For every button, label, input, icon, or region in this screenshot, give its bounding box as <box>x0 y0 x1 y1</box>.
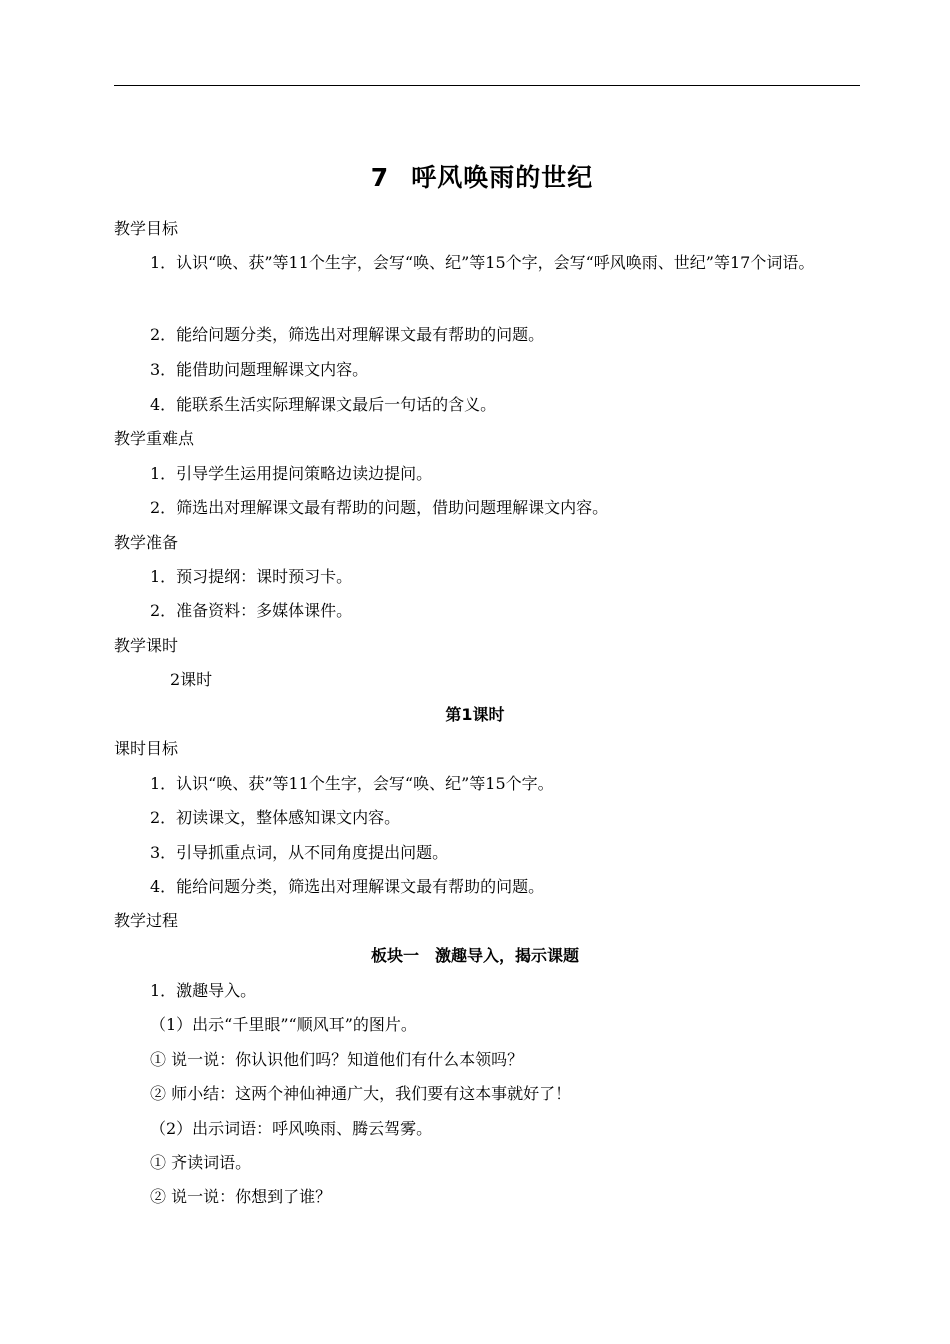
goal-item-1: 1．认识“唤、获”等11个生字，会写“唤、纪”等15个字，会写“呼风唤雨、世纪”等17个词语。 <box>150 253 815 272</box>
prep-heading: 教学准备 <box>114 533 179 552</box>
process-heading: 教学过程 <box>114 911 179 930</box>
process-item-1: 1．激趣导入。 <box>150 981 257 1000</box>
process-item-4: ② 师小结：这两个神仙神通广大，我们要有这本事就好了！ <box>150 1084 572 1103</box>
section1-heading: 板块一 激趣导入，揭示课题 <box>370 946 579 965</box>
lesson-goals-heading: 课时目标 <box>114 739 179 758</box>
lesson-goal-item-4: 4．能给问题分类，筛选出对理解课文最有帮助的问题。 <box>150 877 545 896</box>
lesson-goal-item-1: 1．认识“唤、获”等11个生字，会写“唤、纪”等15个字。 <box>150 774 554 793</box>
prep-item-2: 2．准备资料：多媒体课件。 <box>150 601 353 620</box>
header-rule <box>114 85 860 86</box>
hours-value: 2课时 <box>170 670 213 689</box>
keypoint-item-1: 1．引导学生运用提问策略边读边提问。 <box>150 464 433 483</box>
process-item-5: （2）出示词语：呼风唤雨、腾云驾雾。 <box>150 1119 433 1138</box>
process-item-2: （1）出示“千里眼”“顺风耳”的图片。 <box>150 1015 417 1034</box>
lesson-goal-item-3: 3．引导抓重点词，从不同角度提出问题。 <box>150 843 449 862</box>
lesson-heading: 第1课时 <box>445 705 505 724</box>
keypoints-heading: 教学重难点 <box>114 429 195 448</box>
goal-item-2: 2．能给问题分类，筛选出对理解课文最有帮助的问题。 <box>150 325 545 344</box>
lesson-goal-item-2: 2．初读课文，整体感知课文内容。 <box>150 808 401 827</box>
process-item-3: ① 说一说：你认识他们吗？知道他们有什么本领吗？ <box>150 1050 524 1069</box>
process-item-7: ② 说一说：你想到了谁？ <box>150 1187 332 1206</box>
keypoint-item-2: 2．筛选出对理解课文最有帮助的问题，借助问题理解课文内容。 <box>150 498 609 517</box>
goals-heading: 教学目标 <box>114 219 179 238</box>
hours-heading: 教学课时 <box>114 636 179 655</box>
prep-item-1: 1．预习提纲：课时预习卡。 <box>150 567 353 586</box>
title-number: 7 <box>370 163 390 192</box>
lesson-title <box>0 160 950 196</box>
goal-item-3: 3．能借助问题理解课文内容。 <box>150 360 369 379</box>
title-text: 呼风唤雨的世纪 <box>411 163 594 192</box>
process-item-6: ① 齐读词语。 <box>150 1153 252 1172</box>
goal-item-4: 4．能联系生活实际理解课文最后一句话的含义。 <box>150 395 497 414</box>
